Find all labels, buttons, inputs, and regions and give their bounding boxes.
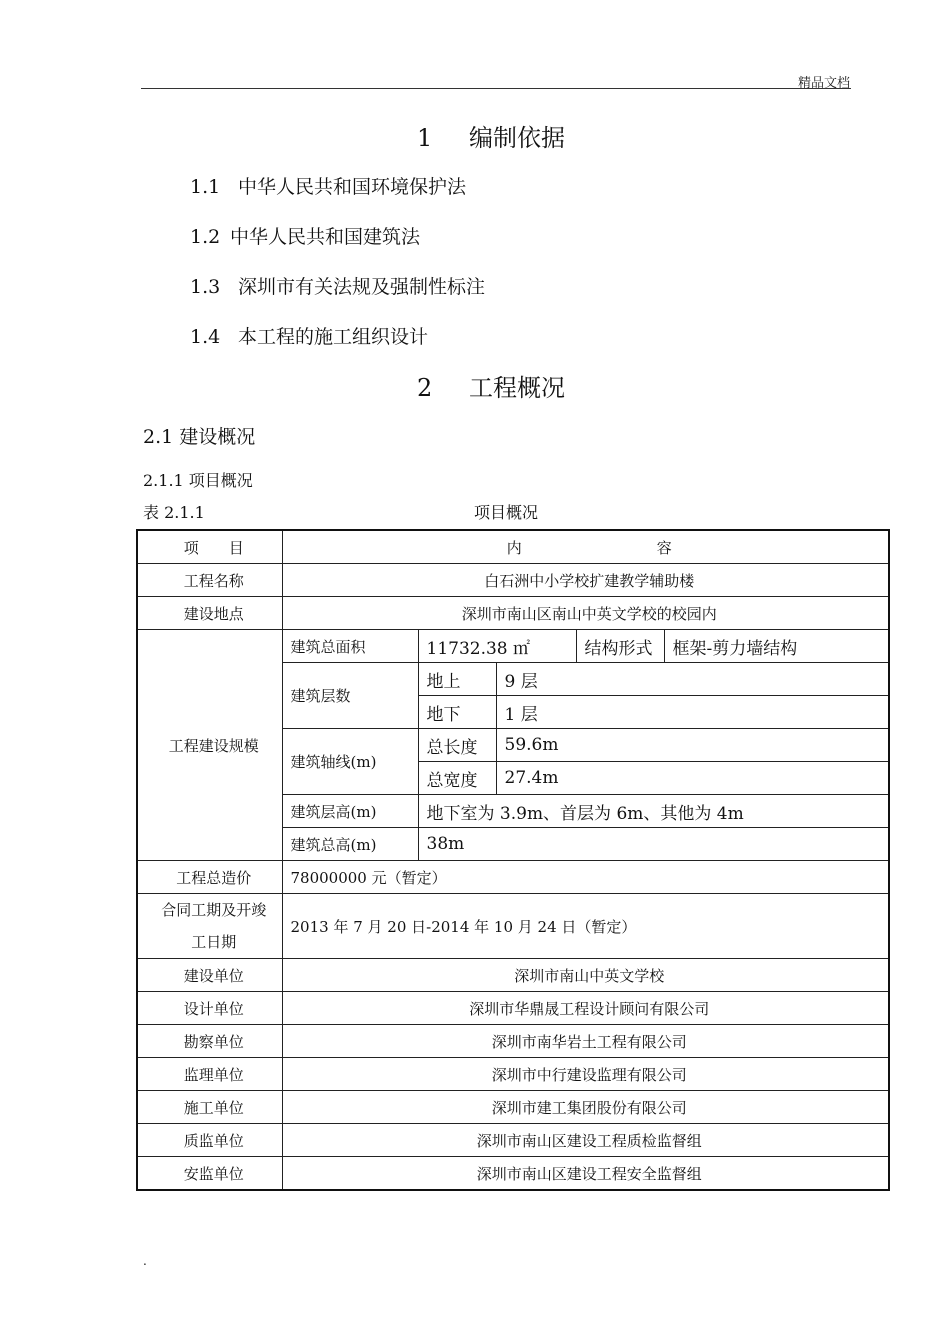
row-value: 深圳市南山区建设工程质检监督组 xyxy=(282,1124,889,1157)
reference-text: 本工程的施工组织设计 xyxy=(238,326,429,348)
table-row xyxy=(137,630,889,663)
row-value: 深圳市华鼎晟工程设计顾问有限公司 xyxy=(282,992,889,1025)
row-value: 深圳市中行建设监理有限公司 xyxy=(282,1058,889,1091)
table-row xyxy=(137,1124,889,1157)
reference-number: 1.2 xyxy=(190,226,221,248)
sub-label: 建筑层数 xyxy=(282,663,418,729)
reference-item xyxy=(190,322,428,349)
row-value: 2013 年 7 月 20 日-2014 年 10 月 24 日（暂定） xyxy=(282,894,889,959)
section-2-title: 工程概况 xyxy=(469,374,565,402)
row-label xyxy=(137,894,282,959)
reference-item xyxy=(190,222,420,249)
row-label: 安监单位 xyxy=(137,1157,282,1191)
table-title: 项目概况 xyxy=(474,503,539,522)
sub-label: 建筑层高(m) xyxy=(282,795,418,828)
header-label: 精品文档 xyxy=(797,76,850,91)
row-label: 施工单位 xyxy=(137,1091,282,1124)
row-value: 白石洲中小学校扩建教学辅助楼 xyxy=(282,564,889,597)
section-2-heading xyxy=(417,368,565,403)
header-rule xyxy=(141,88,851,89)
table-row xyxy=(137,992,889,1025)
row-label-line: 工日期 xyxy=(191,933,237,951)
row-label: 工程名称 xyxy=(137,564,282,597)
row-label: 监理单位 xyxy=(137,1058,282,1091)
row-label: 质监单位 xyxy=(137,1124,282,1157)
sub-label: 建筑轴线(m) xyxy=(282,729,418,795)
table-row xyxy=(137,1025,889,1058)
reference-text: 中华人民共和国建筑法 xyxy=(230,226,421,248)
sub-value: 9 层 xyxy=(496,663,889,696)
section-1-heading xyxy=(417,118,565,153)
row-label: 设计单位 xyxy=(137,992,282,1025)
row-label-line: 合同工期及开竣 xyxy=(161,901,267,919)
row-value: 深圳市建工集团股份有限公司 xyxy=(282,1091,889,1124)
sub-label: 总长度 xyxy=(418,729,496,762)
row-value: 深圳市南山区建设工程安全监督组 xyxy=(282,1157,889,1191)
row-label: 建设地点 xyxy=(137,597,282,630)
row-label: 工程建设规模 xyxy=(137,630,282,861)
sub-value: 11732.38 ㎡ xyxy=(418,630,576,663)
reference-number: 1.4 xyxy=(190,326,221,348)
sub-label: 总宽度 xyxy=(418,762,496,795)
sub-value: 59.6m xyxy=(496,729,889,762)
row-value: 深圳市南山区南山中英文学校的校园内 xyxy=(282,597,889,630)
table-row xyxy=(137,1058,889,1091)
table-label: 表 2.1.1 xyxy=(143,503,205,522)
sub-value: 地下室为 3.9m、首层为 6m、其他为 4m xyxy=(418,795,889,828)
sub-value: 框架-剪力墙结构 xyxy=(664,630,889,663)
subsection-heading: 2.1 建设概况 xyxy=(143,426,256,448)
table-row xyxy=(137,861,889,894)
table-row xyxy=(137,894,889,959)
row-value: 深圳市南华岩土工程有限公司 xyxy=(282,1025,889,1058)
reference-number: 1.3 xyxy=(190,276,221,298)
row-label: 勘察单位 xyxy=(137,1025,282,1058)
sub-label: 地下 xyxy=(418,696,496,729)
sub-label: 结构形式 xyxy=(576,630,664,663)
sub-value: 27.4m xyxy=(496,762,889,795)
reference-number: 1.1 xyxy=(190,176,221,198)
header-item: 项 目 xyxy=(137,530,282,564)
reference-item xyxy=(190,172,466,199)
row-value: 深圳市南山中英文学校 xyxy=(282,959,889,992)
row-label: 建设单位 xyxy=(137,959,282,992)
reference-item xyxy=(190,272,485,299)
row-value: 78000000 元（暂定） xyxy=(282,861,889,894)
footer-mark: . xyxy=(143,1254,147,1268)
reference-text: 深圳市有关法规及强制性标注 xyxy=(238,276,486,298)
section-1-title: 编制依据 xyxy=(469,124,565,152)
table-row xyxy=(137,959,889,992)
sub-label: 地上 xyxy=(418,663,496,696)
sub-label: 建筑总面积 xyxy=(282,630,418,663)
sub-value: 38m xyxy=(418,828,889,861)
section-2-number: 2 xyxy=(417,374,433,402)
table-row xyxy=(137,1157,889,1191)
sub-label: 建筑总高(m) xyxy=(282,828,418,861)
header-content: 内 容 xyxy=(282,530,889,564)
section-1-number: 1 xyxy=(417,124,433,152)
row-label: 工程总造价 xyxy=(137,861,282,894)
subsubsection-heading: 2.1.1 项目概况 xyxy=(143,471,253,490)
table-row xyxy=(137,564,889,597)
table-row xyxy=(137,597,889,630)
table-row xyxy=(137,1091,889,1124)
project-overview-table xyxy=(136,529,890,1191)
table-header-row xyxy=(137,530,889,564)
sub-value: 1 层 xyxy=(496,696,889,729)
reference-text: 中华人民共和国环境保护法 xyxy=(238,176,467,198)
